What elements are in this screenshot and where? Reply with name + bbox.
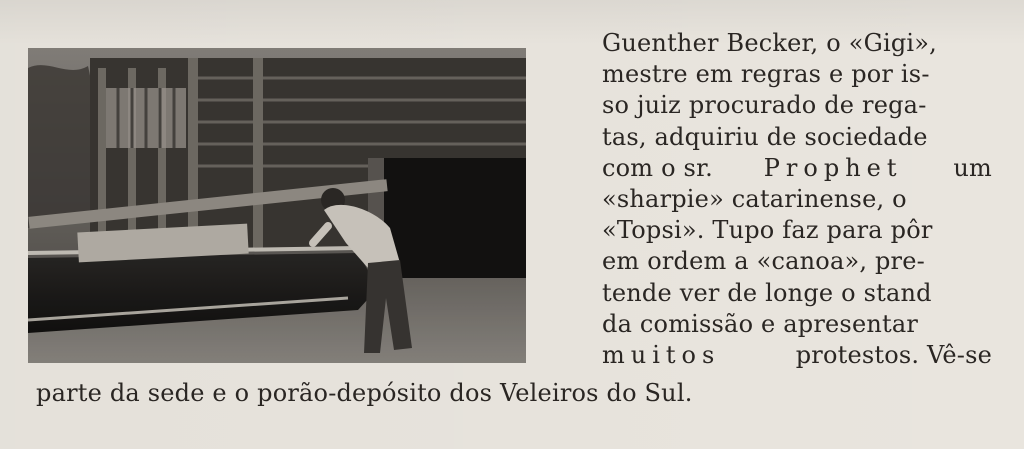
caption-line — [602, 215, 992, 246]
caption-line — [602, 309, 992, 340]
caption-line — [602, 153, 992, 184]
caption-text: da comissão e apresentar — [602, 309, 919, 338]
caption-text: protestos. Vê-se — [795, 341, 992, 370]
caption-line — [602, 59, 992, 90]
boat-workshop-photo — [28, 48, 526, 363]
caption-text: um — [953, 153, 992, 182]
caption-line — [602, 90, 992, 121]
caption-text: «Topsi». Tupo faz para pôr — [602, 216, 933, 245]
caption-text: Guenther Becker, o «Gigi», — [602, 29, 937, 57]
caption-text: «sharpie» catarinense, o — [602, 185, 907, 214]
caption-line — [602, 28, 992, 59]
caption-text: mestre em regras e por is- — [602, 60, 930, 89]
caption-line — [602, 246, 992, 277]
caption-text: tende ver de longe o stand — [602, 278, 932, 307]
caption-text: tas, adquiriu de sociedade — [602, 122, 928, 151]
caption-column — [602, 28, 992, 371]
caption-name-emphasis: Prophet — [763, 153, 903, 182]
caption-text: so juiz procurado de rega- — [602, 91, 927, 120]
caption-line — [602, 184, 992, 215]
photo-illustration — [28, 48, 526, 363]
caption-line — [602, 122, 992, 153]
caption-line — [602, 278, 992, 309]
caption-final-line: parte da sede e o porão-depósito dos Veleiros do Sul. — [36, 379, 693, 407]
caption-text: em ordem a «canoa», pre- — [602, 247, 925, 276]
caption-text: com o sr. — [602, 153, 713, 182]
caption-line — [602, 340, 992, 371]
caption-emphasis: muitos — [602, 341, 721, 370]
